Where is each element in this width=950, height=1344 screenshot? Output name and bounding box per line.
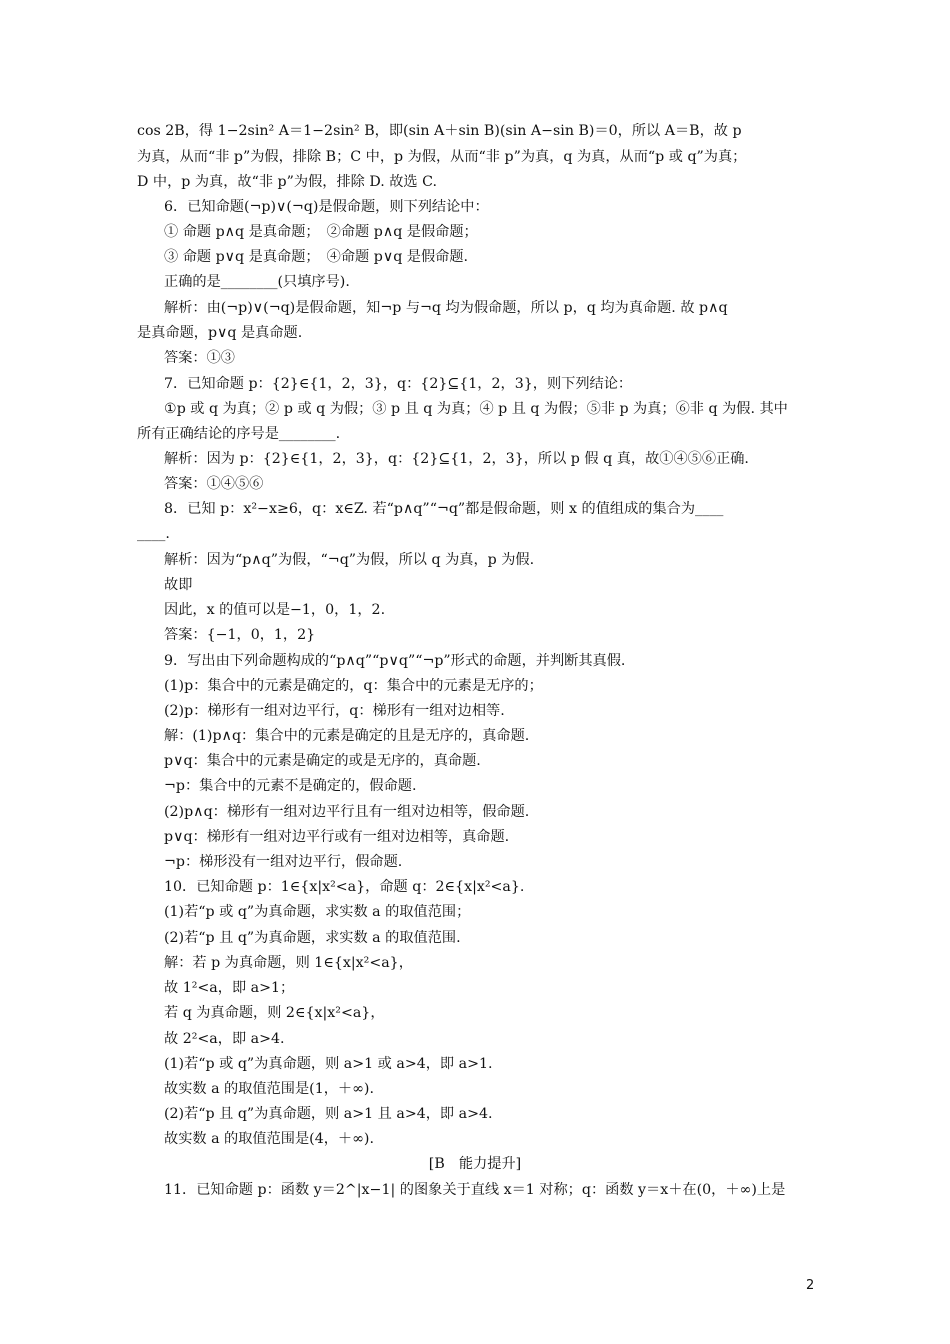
solution-line: 解：(1)p∧q：集合中的元素是确定的且是无序的，真命题. bbox=[164, 728, 530, 744]
text-line: (2)p∧q：梯形有一组对边平行且有一组对边相等，假命题. bbox=[164, 804, 530, 820]
text-line: ¬p：梯形没有一组对边平行，假命题. bbox=[164, 854, 403, 870]
text-line: (1)若“p 或 q”为真命题，求实数 a 的取值范围； bbox=[164, 904, 471, 920]
answer-line: 答案：{−1，0，1，2} bbox=[164, 627, 316, 643]
text-line: (1)p：集合中的元素是确定的，q：集合中的元素是无序的； bbox=[164, 678, 543, 694]
text-line: cos 2B，得 1−2sin² A＝1−2sin² B，即(sin A＋sin B)(sin A−sin B)＝0，所以 A＝B，故 p bbox=[137, 123, 742, 139]
solution-line: 解析：因为“p∧q”为假，“¬q”为假，所以 q 为真，p 为假. bbox=[164, 552, 535, 568]
text-line: (2)p：梯形有一组对边平行，q：梯形有一组对边相等. bbox=[164, 703, 505, 719]
text-line: 故实数 a 的取值范围是(4，＋∞). bbox=[164, 1131, 374, 1147]
text-line: 为真，从而“非 p”为假，排除 B；C 中，p 为假，从而“非 p”为真，q 为真，从而“p 或 q”为真； bbox=[137, 149, 747, 165]
text-line: p∨q：梯形有一组对边平行或有一组对边相等，真命题. bbox=[164, 829, 510, 845]
text-line: p∨q：集合中的元素是确定的或是无序的，真命题. bbox=[164, 753, 481, 769]
text-line: (2)若“p 且 q”为真命题，求实数 a 的取值范围. bbox=[164, 930, 461, 946]
answer-line: 答案：①③ bbox=[164, 350, 235, 366]
text-line: 因此，x 的值可以是−1，0，1，2. bbox=[164, 602, 386, 618]
text-line: 故即 bbox=[164, 577, 193, 593]
text-line: D 中，p 为真，故“非 p”为假，排除 D. 故选 C. bbox=[137, 174, 437, 190]
text-line: 若 q 为真命题，则 2∈{x|x²<a}， bbox=[164, 1005, 385, 1021]
text-line: (2)若“p 且 q”为真命题，则 a>1 且 a>4，即 a>4. bbox=[164, 1106, 493, 1122]
text-line: ¬p：集合中的元素不是确定的，假命题. bbox=[164, 778, 417, 794]
text-line: 正确的是________(只填序号). bbox=[164, 274, 350, 290]
text-line: 故 1²<a，即 a>1； bbox=[164, 980, 295, 996]
question-8: 8．已知 p：x²−x≥6，q：x∈Z. 若“p∧q”“¬q”都是假命题，则 x 的值组成的集合为____ bbox=[164, 501, 724, 517]
answer-line: 答案：①④⑤⑥ bbox=[164, 476, 264, 492]
text-line: ____. bbox=[137, 526, 170, 542]
text-line: 所有正确结论的序号是________. bbox=[137, 426, 341, 442]
text-line: 故 2²<a，即 a>4. bbox=[164, 1031, 285, 1047]
text-line: 是真命题，p∨q 是真命题. bbox=[137, 325, 303, 341]
question-6: 6．已知命题(¬p)∨(¬q)是假命题，则下列结论中： bbox=[164, 199, 489, 215]
solution-line: 解：若 p 为真命题，则 1∈{x|x²<a}， bbox=[164, 955, 413, 971]
question-10: 10．已知命题 p：1∈{x|x²<a}，命题 q：2∈{x|x²<a}. bbox=[164, 879, 525, 895]
option-line: ① 命题 p∧q 是真命题； ②命题 p∧q 是假命题； bbox=[164, 224, 478, 240]
question-11: 11．已知命题 p：函数 y＝2^|x−1| 的图象关于直线 x＝1 对称；q：函数 y＝x＋在(0，＋∞)上是 bbox=[164, 1182, 786, 1198]
text-line: (1)若“p 或 q”为真命题，则 a>1 或 a>4，即 a>1. bbox=[164, 1056, 493, 1072]
text-line: 故实数 a 的取值范围是(1，＋∞). bbox=[164, 1081, 374, 1097]
solution-line: 解析：由(¬p)∨(¬q)是假命题，知¬p 与¬q 均为假命题，所以 p，q 均为真命题. 故 p∧q bbox=[164, 300, 728, 316]
question-7: 7．已知命题 p：{2}∈{1，2，3}，q：{2}⊆{1，2，3}，则下列结论： bbox=[164, 376, 633, 392]
page-number: 2 bbox=[806, 1278, 815, 1293]
option-line: ③ 命题 p∨q 是真命题； ④命题 p∨q 是假命题. bbox=[164, 249, 469, 265]
question-9: 9．写出由下列命题构成的“p∧q”“p∨q”“¬p”形式的命题，并判断其真假. bbox=[164, 653, 626, 669]
text-line: ①p 或 q 为真；② p 或 q 为假；③ p 且 q 为真；④ p 且 q 为假；⑤非 p 为真；⑥非 q 为假. 其中 bbox=[164, 401, 788, 417]
section-heading: [B 能力提升] bbox=[428, 1156, 522, 1172]
solution-line: 解析：因为 p：{2}∈{1，2，3}，q：{2}⊆{1，2，3}，所以 p 假 q 真，故①④⑤⑥正确. bbox=[164, 451, 749, 467]
